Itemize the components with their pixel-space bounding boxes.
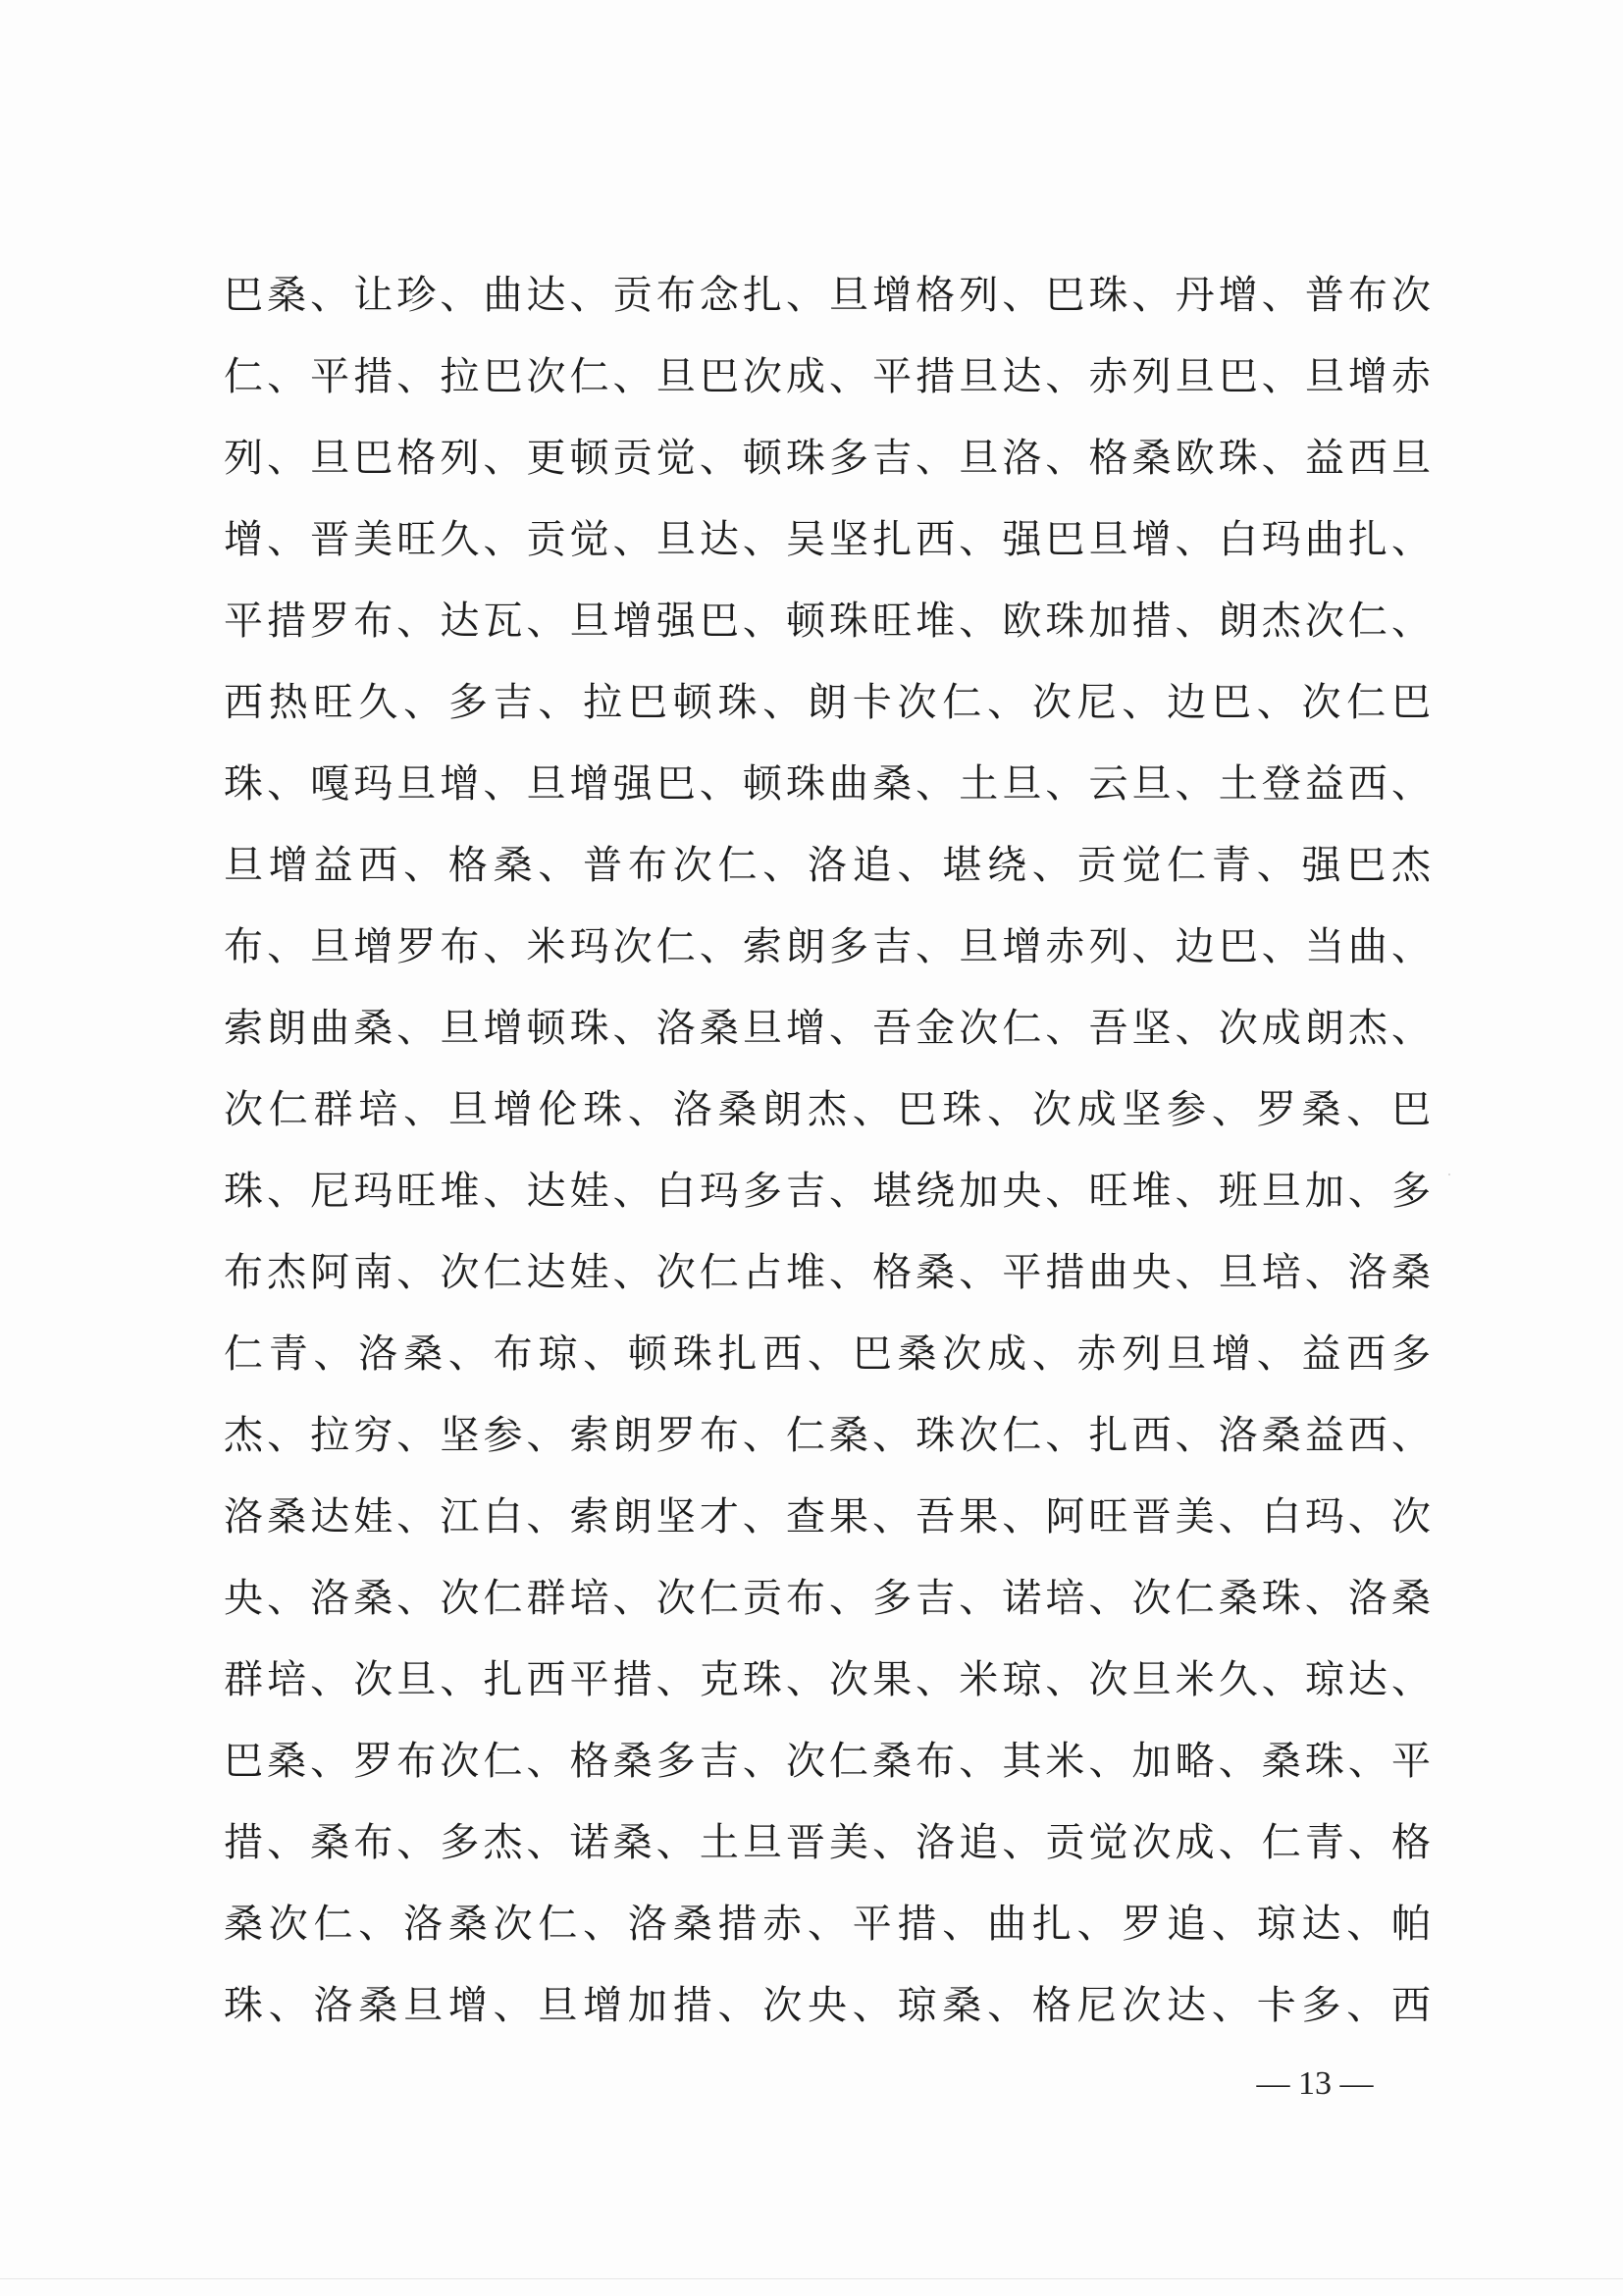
- text-line-20: 措、桑布、多杰、诺桑、土旦晋美、洛追、贡觉次成、仁青、格: [224, 1820, 1433, 1865]
- text-line-18: 群培、次旦、扎西平措、克珠、次果、米琼、次旦米久、琼达、: [224, 1657, 1433, 1702]
- text-line-8: 旦增益西、格桑、普布次仁、洛追、堪绕、贡觉仁青、强巴杰: [224, 843, 1433, 888]
- text-line-4: 增、晋美旺久、贡觉、旦达、吴坚扎西、强巴旦增、白玛曲扎、: [224, 517, 1433, 562]
- text-line-15: 杰、拉穷、坚参、索朗罗布、仁桑、珠次仁、扎西、洛桑益西、: [224, 1413, 1433, 1458]
- text-line-19: 巴桑、罗布次仁、格桑多吉、次仁桑布、其米、加略、桑珠、平: [224, 1739, 1433, 1784]
- text-line-9: 布、旦增罗布、米玛次仁、索朗多吉、旦增赤列、边巴、当曲、: [224, 924, 1433, 969]
- scan-artifact-dot: [1448, 1174, 1450, 1175]
- text-line-16: 洛桑达娃、江白、索朗坚才、查果、吾果、阿旺晋美、白玛、次: [224, 1494, 1433, 1539]
- name-list-body: [224, 255, 1433, 2047]
- text-line-22: 珠、洛桑旦增、旦增加措、次央、琼桑、格尼次达、卡多、西: [224, 1983, 1433, 2028]
- text-line-17: 央、洛桑、次仁群培、次仁贡布、多吉、诺培、次仁桑珠、洛桑: [224, 1576, 1433, 1621]
- text-line-14: 仁青、洛桑、布琼、顿珠扎西、巴桑次成、赤列旦增、益西多: [224, 1331, 1433, 1377]
- text-line-1: 巴桑、让珍、曲达、贡布念扎、旦增格列、巴珠、丹增、普布次: [224, 273, 1433, 318]
- text-line-5: 平措罗布、达瓦、旦增强巴、顿珠旺堆、欧珠加措、朗杰次仁、: [224, 599, 1433, 644]
- text-line-7: 珠、嘎玛旦增、旦增强巴、顿珠曲桑、土旦、云旦、土登益西、: [224, 761, 1433, 807]
- text-line-3: 列、旦巴格列、更顿贡觉、顿珠多吉、旦洛、格桑欧珠、益西旦: [224, 436, 1433, 481]
- text-line-10: 索朗曲桑、旦增顿珠、洛桑旦增、吾金次仁、吾坚、次成朗杰、: [224, 1006, 1433, 1051]
- text-line-11: 次仁群培、旦增伦珠、洛桑朗杰、巴珠、次成坚参、罗桑、巴: [224, 1087, 1433, 1132]
- text-line-21: 桑次仁、洛桑次仁、洛桑措赤、平措、曲扎、罗追、琼达、帕: [224, 1902, 1433, 1947]
- text-line-12: 珠、尼玛旺堆、达娃、白玛多吉、堪绕加央、旺堆、班旦加、多: [224, 1169, 1433, 1214]
- page-number: — 13 —: [1256, 2065, 1374, 2102]
- text-line-6: 西热旺久、多吉、拉巴顿珠、朗卡次仁、次尼、边巴、次仁巴: [224, 680, 1433, 725]
- text-line-13: 布杰阿南、次仁达娃、次仁占堆、格桑、平措曲央、旦培、洛桑: [224, 1250, 1433, 1295]
- scan-artifact-line: [0, 2278, 1623, 2279]
- text-line-2: 仁、平措、拉巴次仁、旦巴次成、平措旦达、赤列旦巴、旦增赤: [224, 354, 1433, 399]
